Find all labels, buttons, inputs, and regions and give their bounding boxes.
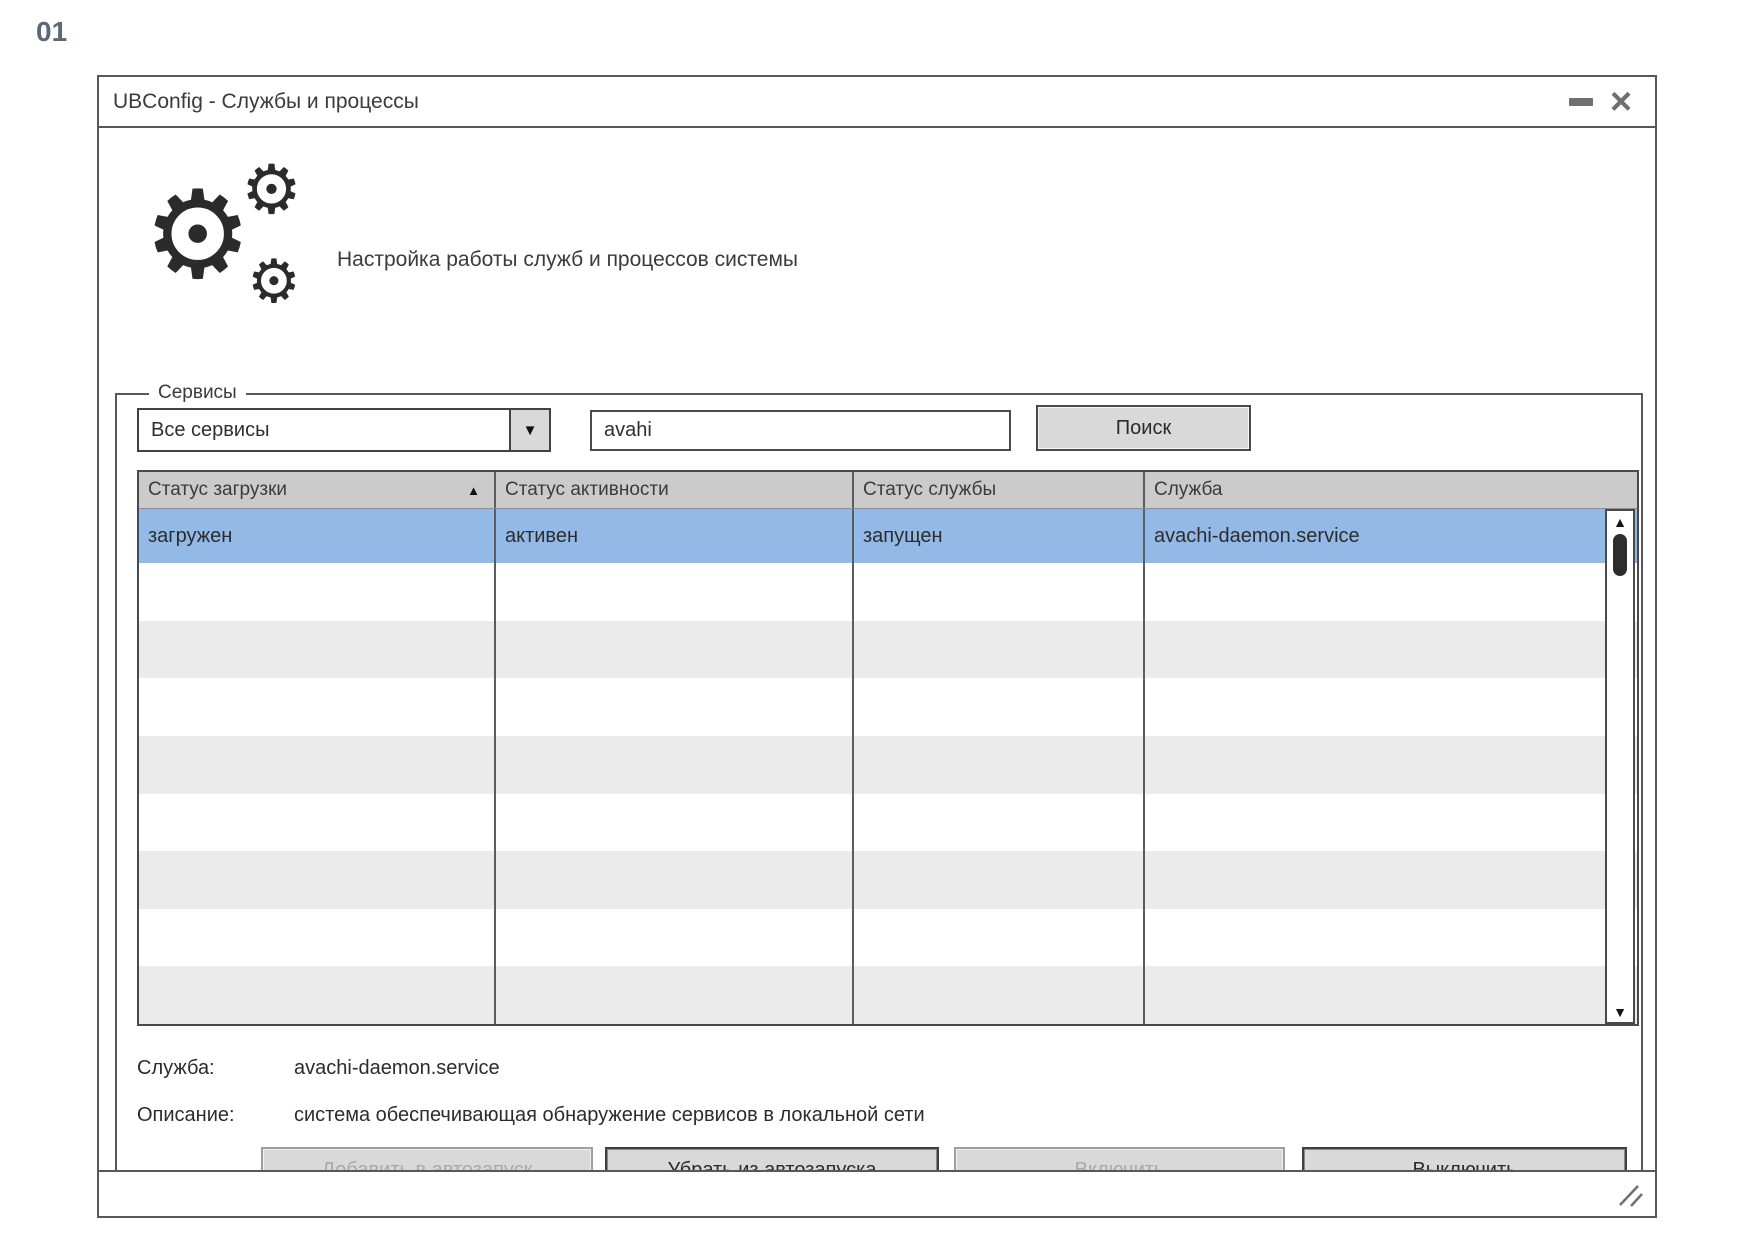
empty-cell [496, 851, 854, 909]
table-row-selected[interactable] [139, 509, 1637, 563]
window-titlebar [99, 77, 1655, 128]
empty-cell [139, 851, 496, 909]
service-filter-dropdown[interactable] [137, 408, 551, 452]
service-detail-label: Служба: [137, 1057, 215, 1079]
close-button[interactable] [1601, 82, 1641, 122]
gear-large-icon: ⚙ [143, 167, 253, 303]
empty-cell [139, 966, 496, 1024]
empty-cell [854, 909, 1145, 967]
scroll-down-icon[interactable]: ▼ [1613, 1004, 1627, 1020]
empty-cell [1145, 794, 1637, 852]
empty-cell [1145, 966, 1637, 1024]
table-header-row [139, 472, 1637, 509]
gear-small-top-icon: ⚙ [241, 152, 302, 228]
table-row-empty[interactable] [139, 736, 1637, 794]
status-bar [99, 1170, 1655, 1216]
table-row-empty[interactable] [139, 966, 1637, 1024]
cell-active-status: активен [496, 509, 854, 563]
chevron-down-icon[interactable]: ▼ [509, 410, 549, 450]
table-row-empty[interactable] [139, 678, 1637, 736]
search-input[interactable] [590, 410, 1011, 451]
table-body [139, 509, 1637, 1024]
table-row-empty[interactable] [139, 563, 1637, 621]
empty-cell [496, 563, 854, 621]
column-header-load-status[interactable]: Статус загрузки ▲ [139, 472, 496, 508]
empty-cell [1145, 909, 1637, 967]
resize-grip-icon[interactable] [1617, 1184, 1645, 1208]
empty-cell [854, 678, 1145, 736]
empty-cell [139, 909, 496, 967]
scroll-up-icon[interactable]: ▲ [1613, 514, 1627, 530]
empty-cell [139, 621, 496, 679]
empty-cell [496, 794, 854, 852]
sort-ascending-icon: ▲ [467, 482, 480, 498]
table-row-empty[interactable] [139, 909, 1637, 967]
table-row-empty[interactable] [139, 851, 1637, 909]
empty-cell [496, 678, 854, 736]
empty-cell [496, 909, 854, 967]
empty-cell [854, 621, 1145, 679]
gear-small-bottom-icon: ⚙ [247, 248, 301, 315]
description-detail-label: Описание: [137, 1104, 235, 1126]
empty-cell [854, 966, 1145, 1024]
app-window [97, 75, 1657, 1218]
page-index-label: 01 [36, 16, 68, 47]
app-description: Настройка работы служб и процессов системы [337, 248, 798, 271]
empty-cell [1145, 678, 1637, 736]
empty-cell [139, 678, 496, 736]
empty-cell [1145, 621, 1637, 679]
column-header-service-status[interactable]: Статус службы [854, 472, 1145, 508]
empty-cell [854, 563, 1145, 621]
empty-cell [854, 736, 1145, 794]
column-header-service[interactable]: Служба [1154, 479, 1223, 500]
empty-cell [139, 563, 496, 621]
cell-service: avachi-daemon.service [1154, 524, 1360, 547]
scrollbar-thumb[interactable] [1613, 534, 1627, 576]
vertical-scrollbar[interactable] [1605, 509, 1635, 1024]
service-detail-value: avachi-daemon.service [294, 1057, 500, 1079]
services-group-label: Сервисы [149, 382, 246, 404]
empty-cell [496, 966, 854, 1024]
services-groupbox [115, 382, 1643, 1205]
empty-cell [854, 851, 1145, 909]
empty-cell [139, 794, 496, 852]
close-icon: × [1609, 80, 1633, 123]
empty-cell [1145, 736, 1637, 794]
services-table [137, 470, 1639, 1026]
search-button[interactable]: Поиск [1036, 405, 1251, 451]
description-detail-value: система обеспечивающая обнаружение сервисов в локальной сети [294, 1104, 925, 1126]
table-row-empty[interactable] [139, 621, 1637, 679]
empty-cell [496, 621, 854, 679]
window-title: UBConfig - Службы и процессы [113, 89, 419, 113]
window-content [99, 130, 1655, 1170]
table-row-empty[interactable] [139, 794, 1637, 852]
cell-load-status: загружен [139, 509, 496, 563]
column-header-active-status[interactable]: Статус активности [496, 472, 854, 508]
minimize-button[interactable] [1561, 82, 1601, 122]
empty-cell [1145, 563, 1637, 621]
minimize-icon [1569, 98, 1593, 106]
service-filter-value: Все сервисы [151, 418, 270, 441]
cell-service-status: запущен [854, 509, 1145, 563]
empty-cell [1145, 851, 1637, 909]
empty-cell [496, 736, 854, 794]
empty-cell [139, 736, 496, 794]
empty-cell [854, 794, 1145, 852]
